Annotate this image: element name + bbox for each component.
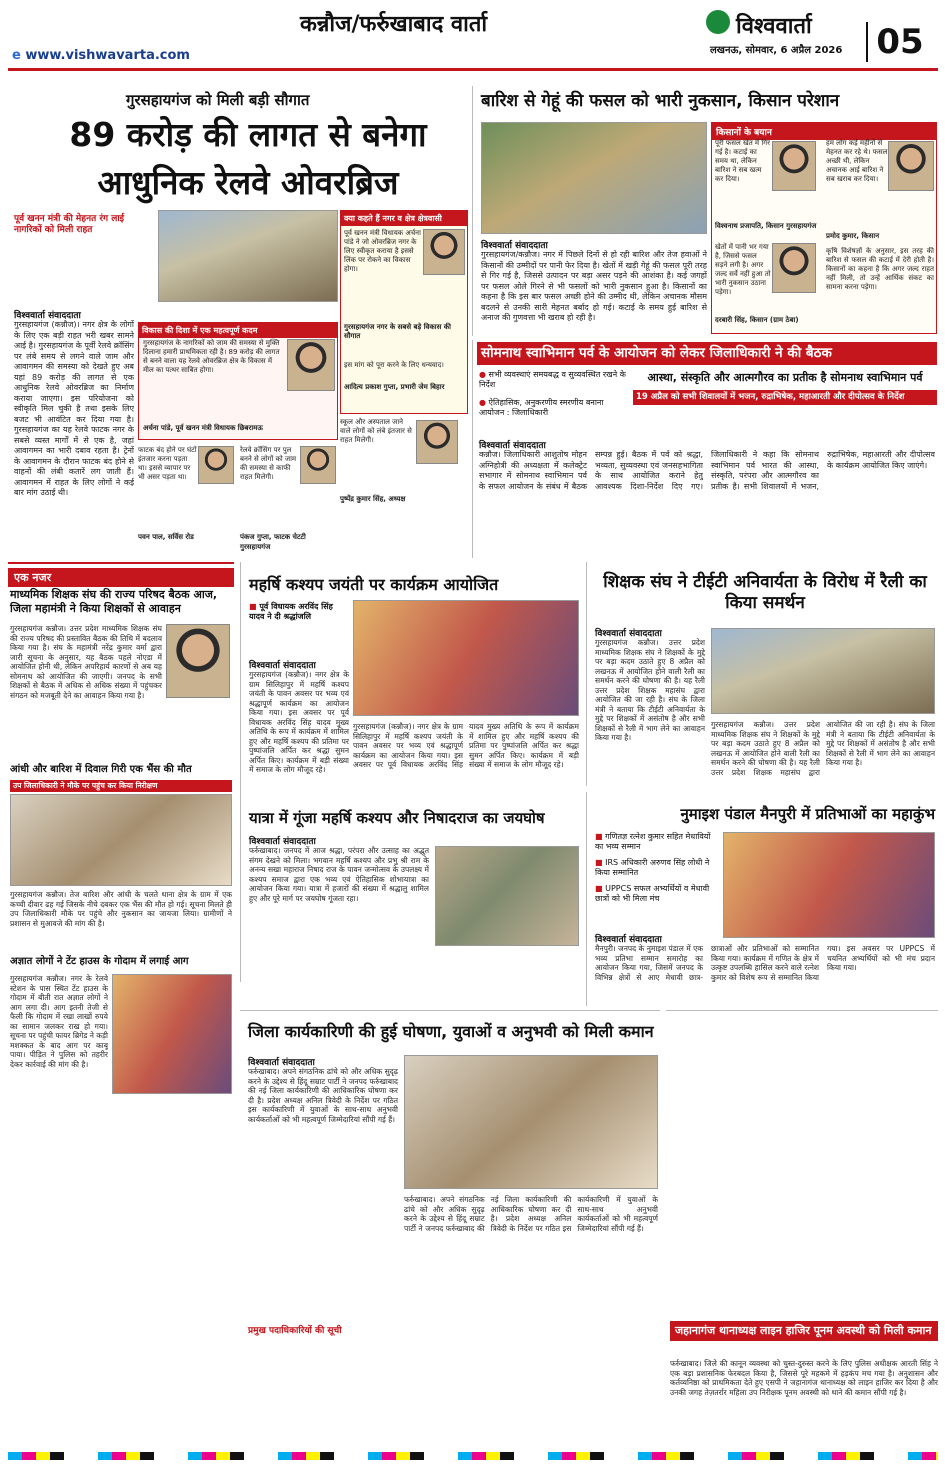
storm-headline: आंधी और बारिश में दिवाल गिरी एक भैंस की मौत bbox=[10, 764, 192, 775]
karyakarini-story bbox=[240, 1010, 660, 1440]
wheat-body: गुरसहायगंज/कन्नौज। नगर में पिछले दिनों से हो रही बारिश और तेज हवाओं ने किसानों की उम्मीदों पर पानी फेर दिया है। खेतों में खड़ी गेहूं की फसल पूरी तरह से गिर गई है, जिससे उत्पादन पर बड़ा असर पड़ने की आशंका है। कई जगहों पर फसल ओले गिरने से भी फसलों को भारी नुकसान हुआ है। किसानों का कहना है कि इस बार फसल अच्छी होने की उम्मीद थी, लेकिन अचानक मौसम बदलने से उनकी सारी मेहनत बर्बाद हो गई। कटाई के समय हुई बारिश से अनाज की गुणवत्ता भी खराब हो रही है। bbox=[481, 250, 707, 322]
somnath-point-2 bbox=[479, 398, 629, 418]
website-link[interactable] bbox=[12, 48, 190, 63]
dev-title: विकास की दिशा में एक महत्वपूर्ण कदम bbox=[139, 323, 337, 338]
masthead bbox=[0, 0, 945, 74]
somnath-point-1 bbox=[479, 370, 629, 390]
fire-photo bbox=[112, 974, 232, 1094]
brand-name: विश्ववार्ता bbox=[736, 14, 812, 39]
rob-sub: पूर्व खनन मंत्री की मेहनत रंग लाई नागरिकों को मिली राहत bbox=[14, 214, 125, 235]
quote-5-name: पंकज गुप्ता, फाटक चेटटी गुरसहायगंज bbox=[240, 533, 306, 551]
page-title: कन्नौज/फर्रुखाबाद वार्ता bbox=[300, 12, 488, 37]
somnath-story bbox=[472, 340, 938, 558]
yatra-byline: विश्ववार्ता संवाददाता bbox=[249, 837, 316, 847]
shikshak-story bbox=[586, 562, 938, 786]
bullet-icon: ■ bbox=[595, 884, 603, 893]
numaish-point-1 bbox=[595, 832, 719, 852]
rob-body: गुरसहायगंज (कन्नौज)। नगर क्षेत्र के लोगों के लिए एक बड़ी राहत भरी खबर सामने आई है। गुरसहायगंज के पूर्वी रेलवे क्रॉसिंग पर लंबे समय से लगने वाले जाम और आवागमन की समस्या को देखते हुए अब यहां 89 करोड़ की लागत से एक आधुनिक रेलवे ओवरब्रिज का निर्माण कराया जाएगा। इस परियोजना को स्वीकृति मिल चुकी है तथा इसके लिए बजट भी आवंटित कर दिया गया है। गुरसहायगंज का यह रेलवे फाटक नगर के सबसे व्यस्त मार्गों में से एक है, जहां आवागमन का भारी दबाव रहता है। ट्रेनों के आवागमन के दौरान फाटक बंद होने से वाहनों की लंबी कतारें लग जाती हैं। आवागमन में राहत के लिए लोगों ने कई बार मांग उठाई थी। bbox=[14, 320, 134, 497]
ek-nazar-label: एक नजर bbox=[8, 568, 234, 587]
rob-byline: विश्ववार्ता संवाददाता bbox=[14, 311, 81, 321]
kashyap-headline: महर्षि कश्यप जयंती पर कार्यक्रम आयोजित bbox=[249, 575, 499, 594]
kisan-quote-2: हम लोग कई महीनों से मेहनत कर रहे थे। फसल अच्छी थी, लेकिन अचानक आई बारिश ने सब खराब कर दिया। bbox=[826, 139, 888, 183]
numaish-story bbox=[586, 792, 938, 1006]
bullet-icon: ● bbox=[479, 398, 486, 407]
shikshak-headline: शिक्षक संघ ने टीईटी अनिवार्यता के विरोध में रैली का किया समर्थन bbox=[603, 572, 927, 613]
kya-quote-1-name: गुरसहायगंज नगर के सबसे बड़े विकास की सौगात bbox=[344, 323, 451, 340]
karyakarini-headline: जिला कार्यकारिणी की हुई घोषणा, युवाओं व अनुभवी को मिली कमान bbox=[248, 1022, 654, 1041]
quote-3-block bbox=[340, 418, 468, 508]
kashyap-body: गुरसहायगंज (कन्नौज)। नगर क्षेत्र के ग्राम सिलिहापुर में महर्षि कश्यप जयंती के पावन अवसर पर भव्य एवं श्रद्धापूर्ण कार्यक्रम का आयोजन किया गया। इस अवसर पर पूर्व विधायक अरविंद सिंह यादव मुख्य अतिथि के रूप में कार्यक्रम में शामिल हुए और महर्षि कश्यप की प्रतिमा पर पुष्पांजलि अर्पित कर श्रद्धा सुमन अर्पित किए। कार्यक्रम में बड़ी संख्या में समाज के लोग मौजूद रहे। bbox=[249, 670, 349, 774]
thana-story bbox=[666, 1010, 938, 1440]
numaish-point-1-text: गणितज्ञ रत्नेश कुमार सहित मेधावियों का भव्य सम्मान bbox=[595, 832, 711, 851]
rob-kicker: गुरसहायगंज को मिली बड़ी सौगात bbox=[126, 91, 310, 109]
karyakarini-list-title: प्रमुख पदाधिकारियों की सूची bbox=[248, 1326, 342, 1336]
kisan-photo-2 bbox=[888, 141, 934, 191]
quote-3-name: पुष्पेंद्र कुमार सिंह, अध्यक्ष bbox=[340, 495, 406, 503]
somnath-sub-2: 19 अप्रैल को सभी शिवालयों में भजन, रुद्राभिषेक, महाआरती और दीपोत्सव के निर्देश bbox=[633, 390, 937, 405]
karyakarini-byline: विश्ववार्ता संवाददाता bbox=[248, 1058, 315, 1068]
rob-headline-1: 89 करोड़ की लागत से बनेगा bbox=[69, 115, 427, 154]
ek-nazar-body: गुरसहायगंज कन्नौज। उत्तर प्रदेश माध्यमिक शिक्षक संघ की राज्य परिषद की प्रस्तावित बैठक की तिथि में बदलाव किया गया है। संघ के महामंत्री नरेंद्र कुमार वर्मा द्वारा जारी सूचना के अनुसार, यह बैठक पहले नोएडा में आयोजित होनी थी, लेकिन अपरिहार्य कारणों से अब यह सोमनाथ को आयोजित की जाएगी। जनपद के सभी शिक्षकों से बैठक में अधिक से अधिक संख्या में पहुंचकर संगठन को मजबूती देने का आवाहन किया गया है। bbox=[10, 624, 162, 700]
somnath-point-1-text: सभी व्यवस्थाएं समयबद्ध व सुव्यवस्थित रखने के निर्देश bbox=[479, 370, 626, 389]
quote-4: फाटक बंद होने पर घंटों इंतजार करना पड़ता था। इससे व्यापार पर भी असर पड़ता था। bbox=[138, 446, 197, 481]
kisan-quote-2-name: प्रमोद कुमार, किसान bbox=[826, 232, 880, 240]
storm-caption: उप जिलाधिकारी ने मौके पर पहुंच कर किया निरीक्षण bbox=[10, 780, 232, 792]
numaish-point-2 bbox=[595, 858, 719, 878]
yatra-photo bbox=[435, 846, 579, 946]
yatra-body: फर्रुखाबाद। जनपद में आज श्रद्धा, परंपरा और उत्साह का अद्भुत संगम देखने को मिला। भगवान महर्षि कश्यप और प्रभु श्री राम के अनन्य सखा महाराज निषाद राज के पावन जन्मोत्सव के उपलक्ष्य में कश्यप समाज द्वारा एक भव्य एवं ऐतिहासिक शोभायात्रा का आयोजन किया गया। यात्रा में हजारों की संख्या में श्रद्धालु शामिल हुए और पूरे मार्ग पर जयघोष गूंजता रहा। bbox=[249, 846, 429, 903]
kya-photo-1 bbox=[423, 229, 465, 275]
kisan-quote-3-name: दरबारी सिंह, किसान (ग्राम ठेबा) bbox=[715, 316, 799, 324]
kisan-photo-3 bbox=[772, 243, 816, 293]
wheat-byline: विश्ववार्ता संवाददाता bbox=[481, 241, 548, 251]
masthead-rule bbox=[8, 68, 938, 71]
dateline: लखनऊ, सोमवार, 6 अप्रैल 2026 bbox=[710, 45, 843, 56]
quote-4-name: पवन पाल, सर्विस रोड bbox=[138, 533, 194, 541]
wheat-tail: कृषि विशेषज्ञों के अनुसार, इस तरह की बारिश से फसल की कटाई में देरी होती है। किसानों का कहना है कि अगर जल्द राहत नहीं मिली, तो उन्हें आर्थिक संकट का सामना करना पड़ेगा। bbox=[826, 247, 934, 291]
numaish-point-3-text: UPPCS सफल अभ्यर्थियों व मेधावी छात्रों को भी मिला मंच bbox=[595, 884, 710, 903]
shikshak-byline: विश्ववार्ता संवाददाता bbox=[595, 629, 662, 639]
kashyap-photo bbox=[353, 600, 579, 716]
somnath-sub-1: आस्था, संस्कृति और आत्मगौरव का प्रतीक है सोमनाथ स्वाभिमान पर्व bbox=[647, 371, 923, 384]
website-text: www.vishwavarta.com bbox=[25, 48, 190, 63]
shikshak-body-more: गुरसहायगंज कन्नौज। उत्तर प्रदेश माध्यमिक शिक्षक संघ ने शिक्षकों के मुद्दे पर बड़ा कदम उठाते हुए 8 अप्रैल को लखनऊ में आयोजित होने वाली रैली का समर्थन करने की घोषणा की है। यह रैली उत्तर प्रदेश शिक्षक महासंघ द्वारा आयोजित की जा रही है। संघ के जिला मंत्री ने बताया कि टीईटी अनिवार्यता के मुद्दे पर शिक्षकों में असंतोष है और सभी शिक्षकों से रैली में भाग लेने का आवाहन किया गया है। bbox=[711, 720, 935, 777]
dev-quote-name: अर्चना पांडे, पूर्व खनन मंत्री विधायक छिबरामऊ bbox=[143, 424, 263, 432]
kashyap-story bbox=[240, 562, 580, 982]
bullet-icon: ● bbox=[479, 370, 486, 379]
somnath-point-2-text: ऐतिहासिक, अनुकरणीय स्मरणीय बनाना आयोजन : जिलाधिकारी bbox=[479, 398, 604, 417]
karyakarini-body: फर्रुखाबाद। अपने संगठनिक ढांचे को और अधिक सुदृढ़ करने के उद्देश्य से हिंदू सम्राट पार्टी ने जनपद फर्रुखाबाद की नई जिला कार्यकारिणी की आधिकारिक घोषणा कर दी है। प्रदेश अध्यक्ष अनिल त्रिवेदी के निर्देश पर गठित इस कार्यकारिणी में युवाओं के साथ-साथ अनुभवी कार्यकर्ताओं को भी महत्वपूर्ण जिम्मेदारियां सौंपी गई हैं। bbox=[248, 1067, 398, 1124]
wheat-headline: बारिश से गेहूं की फसल को भारी नुकसान, किसान परेशान bbox=[481, 91, 840, 111]
numaish-photo bbox=[723, 832, 935, 938]
quote-4-photo bbox=[198, 446, 234, 484]
fire-headline: अज्ञात लोगों ने टेंट हाउस के गोदाम में लगाई आग bbox=[10, 956, 189, 967]
bullet-icon: ■ bbox=[595, 832, 603, 841]
kisan-quote-3: खेतों में पानी भर गया है, जिससे फसल सड़ने लगी है। अगर जल्द सर्वे नहीं हुआ तो भारी नुकसान उठाना पड़ेगा। bbox=[715, 243, 771, 296]
kisan-box bbox=[711, 122, 937, 334]
kisan-title: किसानों के बयान bbox=[712, 123, 936, 140]
somnath-body: कन्नौज। जिलाधिकारी आशुतोष मोहन अग्निहोत्री की अध्यक्षता में कलेक्ट्रेट सभागार में सोमनाथ स्वाभिमान पर्व के सफल आयोजन के संबंध में बैठक सम्पन्न हुई। बैठक में पर्व को श्रद्धा, भव्यता, सुव्यवस्था एवं जनसहभागिता के साथ आयोजित कराने हेतु आवश्यक दिशा-निर्देश दिए गए। जिलाधिकारी ने कहा कि सोमनाथ स्वाभिमान पर्व भारत की आस्था, संस्कृति, परंपरा और आत्मगौरव का प्रतीक है। सभी शिवालयों में भजन, रुद्राभिषेक, महाआरती और दीपोत्सव के कार्यक्रम आयोजित किए जाएंगे। bbox=[479, 450, 935, 491]
bullet-icon: ■ bbox=[249, 602, 257, 611]
kisan-quote-1-name: विश्वनाथ प्रजापति, किसान गुरसहायगंज bbox=[715, 222, 817, 230]
shikshak-body: गुरसहायगंज कन्नौज। उत्तर प्रदेश माध्यमिक शिक्षक संघ ने शिक्षकों के मुद्दे पर बड़ा कदम उठाते हुए 8 अप्रैल को लखनऊ में आयोजित होने वाली रैली का समर्थन करने की घोषणा की है। यह रैली उत्तर प्रदेश शिक्षक महासंघ द्वारा आयोजित की जा रही है। संघ के जिला मंत्री ने बताया कि टीईटी अनिवार्यता के मुद्दे पर शिक्षकों में असंतोष है और सभी शिक्षकों से रैली में भाग लेने का आवाहन किया गया है। bbox=[595, 638, 705, 742]
somnath-byline: विश्ववार्ता संवाददाता bbox=[479, 441, 546, 451]
bullet-icon: ■ bbox=[595, 858, 603, 867]
rob-story bbox=[8, 86, 468, 551]
numaish-headline: नुमाइश पंडाल मैनपुरी में प्रतिभाओं का महाकुंभ bbox=[680, 805, 935, 823]
ek-nazar-photo bbox=[166, 624, 230, 698]
globe-icon: e bbox=[12, 48, 21, 63]
dev-photo bbox=[287, 339, 335, 391]
kya-quote-1: पूर्व खनन मंत्री विधायक अर्चना पांडे ने जो ओवरब्रिज नगर के लिए स्वीकृत कराया है इससे लिंक पर रोकने का विकास होगा। bbox=[344, 229, 421, 273]
wheat-photo bbox=[481, 122, 707, 234]
numaish-body: मैनपुरी। जनपद के नुमाइश पंडाल में एक भव्य प्रतिभा सम्मान समारोह का आयोजन किया गया, जिसमें जनपद के विभिन्न क्षेत्रों से आए मेधावी छात्र-छात्राओं और प्रतिभाओं को सम्मानित किया गया। कार्यक्रम में गणित के क्षेत्र में उत्कृष्ट उपलब्धि हासिल करने वाले रत्नेश कुमार को विशेष रूप से सम्मानित किया गया। इस अवसर पर UPPCS में चयनित अभ्यर्थियों को भी मंच प्रदान किया गया। bbox=[595, 944, 935, 982]
shikshak-photo bbox=[711, 628, 935, 714]
yatra-headline: यात्रा में गूंजा महर्षि कश्यप और निषादराज का जयघोष bbox=[249, 809, 545, 827]
kisan-quote-1: पूरी फसल खेत में गिर गई है। कटाई का समय था, लेकिन बारिश ने सब खत्म कर दिया। bbox=[715, 139, 770, 183]
brand-logo bbox=[706, 10, 730, 34]
quote-3-photo bbox=[416, 420, 458, 464]
karyakarini-body-more: फर्रुखाबाद। अपने संगठनिक ढांचे को और अधिक सुदृढ़ करने के उद्देश्य से हिंदू सम्राट पार्टी ने जनपद फर्रुखाबाद की नई जिला कार्यकारिणी की आधिकारिक घोषणा कर दी है। प्रदेश अध्यक्ष अनिल त्रिवेदी के निर्देश पर गठित इस कार्यकारिणी में युवाओं के साथ-साथ अनुभवी कार्यकर्ताओं को भी महत्वपूर्ण जिम्मेदारियां सौंपी गई हैं। bbox=[404, 1195, 658, 1233]
quote-5-block bbox=[240, 446, 338, 551]
kisan-photo-1 bbox=[772, 141, 816, 191]
numaish-point-3 bbox=[595, 884, 719, 904]
kashyap-callout bbox=[249, 602, 349, 622]
thana-headline: जहानागंज थानाध्यक्ष लाइन हाजिर पूनम अवस्थी को मिली कमान bbox=[670, 1321, 938, 1341]
quote-5-photo bbox=[300, 446, 336, 484]
kya-box bbox=[340, 210, 468, 414]
quote-3: स्कूल और अस्पताल जाने वाले लोगों को लंबे इंतजार से राहत मिलेगी। bbox=[340, 418, 412, 444]
ek-nazar-headline: माध्यमिक शिक्षक संघ की राज्य परिषद बैठक आज, जिला महामंत्री ने किया शिक्षकों से आवाहन bbox=[10, 588, 218, 615]
somnath-headline: सोमनाथ स्वाभिमान पर्व के आयोजन को लेकर जिलाधिकारी ने की बैठक bbox=[477, 342, 937, 365]
kya-quote-1b: इस मांग को पूरा करने के लिए धन्यवाद। bbox=[344, 361, 444, 369]
storm-photo bbox=[10, 794, 232, 886]
kashyap-body-more: गुरसहायगंज (कन्नौज)। नगर क्षेत्र के ग्राम सिलिहापुर में महर्षि कश्यप जयंती के पावन अवसर पर भव्य एवं श्रद्धापूर्ण कार्यक्रम का आयोजन किया गया। इस अवसर पर पूर्व विधायक अरविंद सिंह यादव मुख्य अतिथि के रूप में कार्यक्रम में शामिल हुए और महर्षि कश्यप की प्रतिमा पर पुष्पांजलि अर्पित कर श्रद्धा सुमन अर्पित किए। कार्यक्रम में बड़ी संख्या में समाज के लोग मौजूद रहे। bbox=[353, 722, 579, 769]
karyakarini-photo bbox=[404, 1055, 658, 1189]
numaish-byline: विश्ववार्ता संवाददाता bbox=[595, 935, 662, 945]
storm-body: गुरसहायगंज कन्नौज। तेज बारिश और आंधी के चलते थाना क्षेत्र के ग्राम में एक कच्ची दीवार ढह गई जिसके नीचे दबकर एक भैंस की मौत हो गई। सूचना मिलते ही उप जिलाधिकारी मौके पर पहुंचे और नुकसान का जायजा लिया। ग्रामीणों ने प्रशासन से मुआवजे की मांग की है। bbox=[10, 890, 232, 928]
kya-title: क्या कहते हैं नगर व क्षेत्र क्षेत्रवासी bbox=[341, 211, 467, 226]
numaish-point-2-text: IRS अधिकारी अरुणव सिंह लोधी ने किया सम्मानित bbox=[595, 858, 710, 877]
footer-bar bbox=[8, 1452, 938, 1460]
page-number: 05 bbox=[866, 22, 932, 62]
dev-quote: गुरसहायगंज के नागरिकों को जाम की समस्या से मुक्ति दिलाना हमारी प्राथमिकता रही है। 89 करोड़ की लागत से बनने वाला यह रेलवे ओवरब्रिज क्षेत्र के विकास में मील का पत्थर साबित होगा। bbox=[143, 339, 280, 374]
rob-photo bbox=[158, 210, 338, 302]
wheat-story bbox=[472, 86, 938, 336]
kashyap-callout-text: पूर्व विधायक अरविंद सिंह यादव ने दी श्रद्धांजलि bbox=[249, 602, 333, 621]
ek-nazar-column bbox=[8, 562, 234, 1440]
numaish-points bbox=[595, 832, 719, 904]
quote-5: रेलवे क्रॉसिंग पर पुल बनने से लोगों को जाम की समस्या से काफी राहत मिलेगी। bbox=[240, 446, 297, 481]
kashyap-byline: विश्ववार्ता संवाददाता bbox=[249, 661, 316, 671]
rob-headline-2: आधुनिक रेलवे ओवरब्रिज bbox=[97, 163, 399, 202]
quote-4-block bbox=[138, 446, 236, 546]
fire-body: गुरसहायगंज कन्नौज। नगर के रेलवे स्टेशन के पास स्थित टेंट हाउस के गोदाम में बीती रात अज्ञात लोगों ने आग लगा दी। आग इतनी तेजी से फैली कि गोदाम में रखा लाखों रुपये का सामान जलकर राख हो गया। सूचना पर पहुंची फायर ब्रिगेड ने कड़ी मशक्कत के बाद आग पर काबू पाया। पीड़ित ने पुलिस को तहरीर देकर कार्रवाई की मांग की है। bbox=[10, 974, 108, 1069]
thana-body: फर्रुखाबाद। जिले की कानून व्यवस्था को चुस्त-दुरुस्त करने के लिए पुलिस अधीक्षक आरती सिंह ने एक बड़ा प्रशासनिक फेरबदल किया है, जिससे पूरे महकमे में हड़कंप मच गया है। अनुशासन और कर्तव्यनिष्ठा को प्राथमिकता देते हुए एसपी ने जहानागंज थानाध्यक्ष को लाइन हाजिर कर दिया है और उनकी जगह तेज़तर्रार महिला उप निरीक्षक पूनम अवस्थी को थाने की कमान सौंपी गई है। bbox=[670, 1359, 938, 1397]
dev-box bbox=[138, 322, 338, 440]
kya-quote-1b-name: आदित्य प्रकाश गुप्ता, प्रभारी जेम बिहार bbox=[344, 383, 445, 391]
